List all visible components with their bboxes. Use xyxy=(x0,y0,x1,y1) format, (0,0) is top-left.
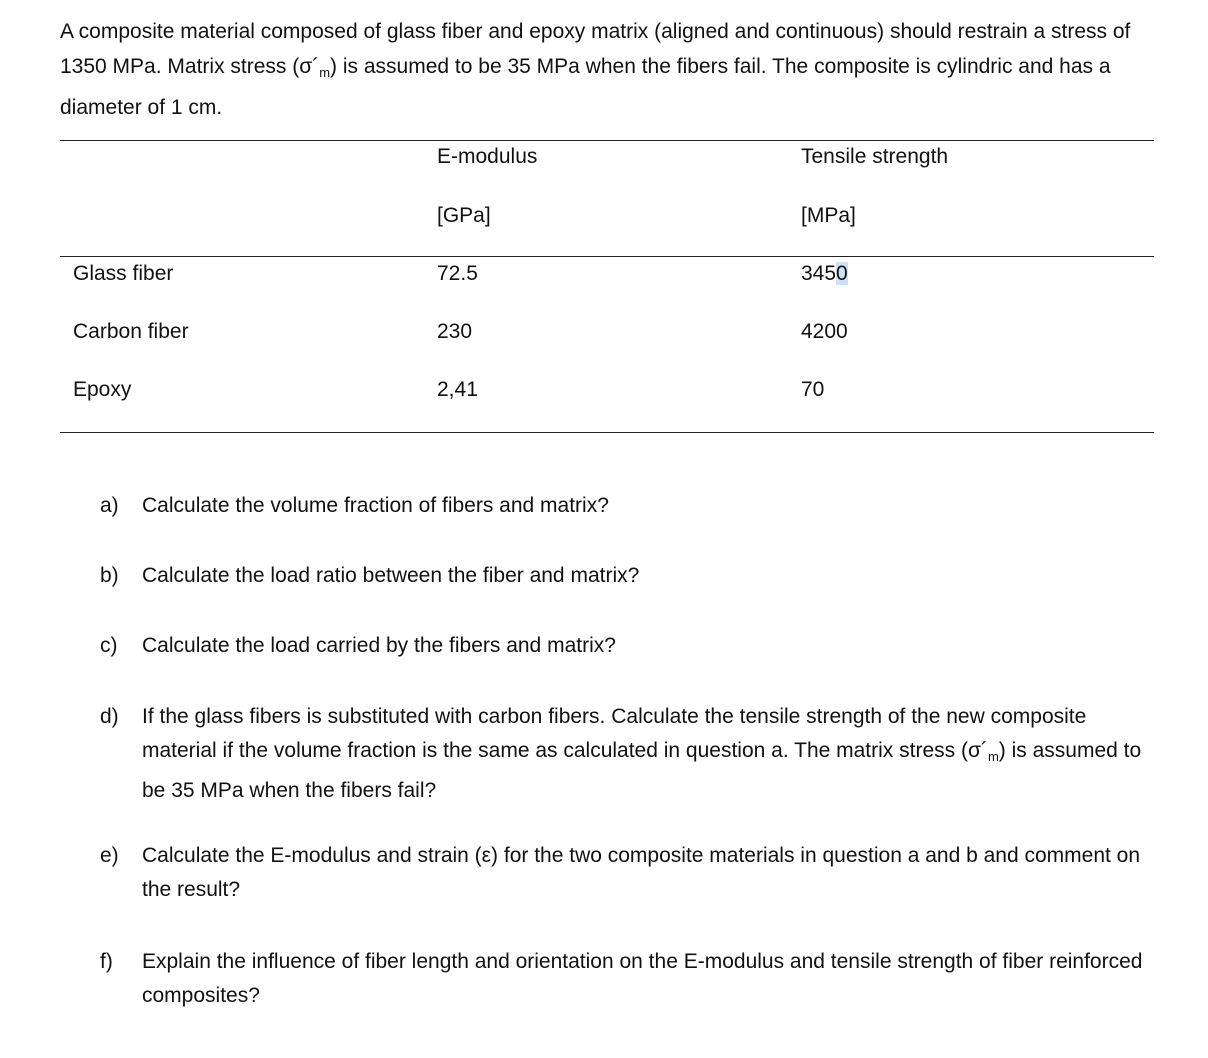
row-tensile: 70 xyxy=(801,378,825,401)
header-tensile-strength: Tensile strength xyxy=(801,145,949,168)
row-tensile-main: 345 xyxy=(801,262,837,285)
question-letter: d) xyxy=(100,705,119,728)
question-text xyxy=(142,700,1160,808)
question-text: Calculate the load ratio between the fiber and matrix? xyxy=(142,564,640,587)
row-name: Epoxy xyxy=(73,378,132,401)
question-letter: b) xyxy=(100,564,119,587)
table-header-rule xyxy=(60,256,1154,257)
row-name: Glass fiber xyxy=(73,262,174,285)
question-letter: e) xyxy=(100,844,119,867)
intro-text-part2: ) is assumed to be 35 MPa when the fibers fail. The composite is cylindric and has a diameter of 1 cm. xyxy=(60,55,1111,119)
row-emodulus: 2,41 xyxy=(437,378,478,401)
row-emodulus: 230 xyxy=(437,320,473,343)
question-c xyxy=(100,629,1160,663)
question-e xyxy=(100,839,1160,907)
table-bottom-rule xyxy=(60,432,1154,433)
row-emodulus: 72.5 xyxy=(437,262,478,285)
intro-subscript: m xyxy=(319,65,331,80)
row-tensile xyxy=(801,261,848,287)
header-tensile-unit: [MPa] xyxy=(801,204,856,227)
question-letter: a) xyxy=(100,494,119,517)
question-text: Calculate the load carried by the fibers and matrix? xyxy=(142,634,616,657)
question-text-part2: ) is assumed to be 35 MPa when the fibers fail? xyxy=(142,739,1142,802)
question-text: Explain the influence of fiber length and orientation on the E-modulus and tensile strength of fiber reinforced composites? xyxy=(142,950,1143,1007)
header-emodulus-unit: [GPa] xyxy=(437,204,491,227)
question-letter: f) xyxy=(100,950,113,973)
question-text: Calculate the E-modulus and strain (ε) for the two composite materials in question a and b and comment on the result? xyxy=(142,844,1141,901)
intro-text-part1: A composite material composed of glass fiber and epoxy matrix (aligned and continuous) should restrain a stress of 1350 MPa. Matrix stress (σ´ xyxy=(60,20,1131,78)
header-emodulus: E-modulus xyxy=(437,145,538,168)
question-text: Calculate the volume fraction of fibers and matrix? xyxy=(142,494,609,517)
question-letter: c) xyxy=(100,634,118,657)
question-f xyxy=(100,945,1160,1013)
question-subscript: m xyxy=(987,749,999,764)
question-text-part1: If the glass fibers is substituted with carbon fibers. Calculate the tensile strength of the new composite material if the volume fraction is the same as calculated in question a. The matrix stress (σ´ xyxy=(142,705,1087,762)
intro-paragraph xyxy=(60,14,1160,125)
table-top-rule xyxy=(60,140,1154,141)
question-d xyxy=(100,700,1160,808)
row-name: Carbon fiber xyxy=(73,320,189,343)
row-tensile: 4200 xyxy=(801,320,848,343)
question-b xyxy=(100,559,1160,593)
question-a xyxy=(100,489,1160,523)
text-selection-highlight: 0 xyxy=(836,262,848,285)
